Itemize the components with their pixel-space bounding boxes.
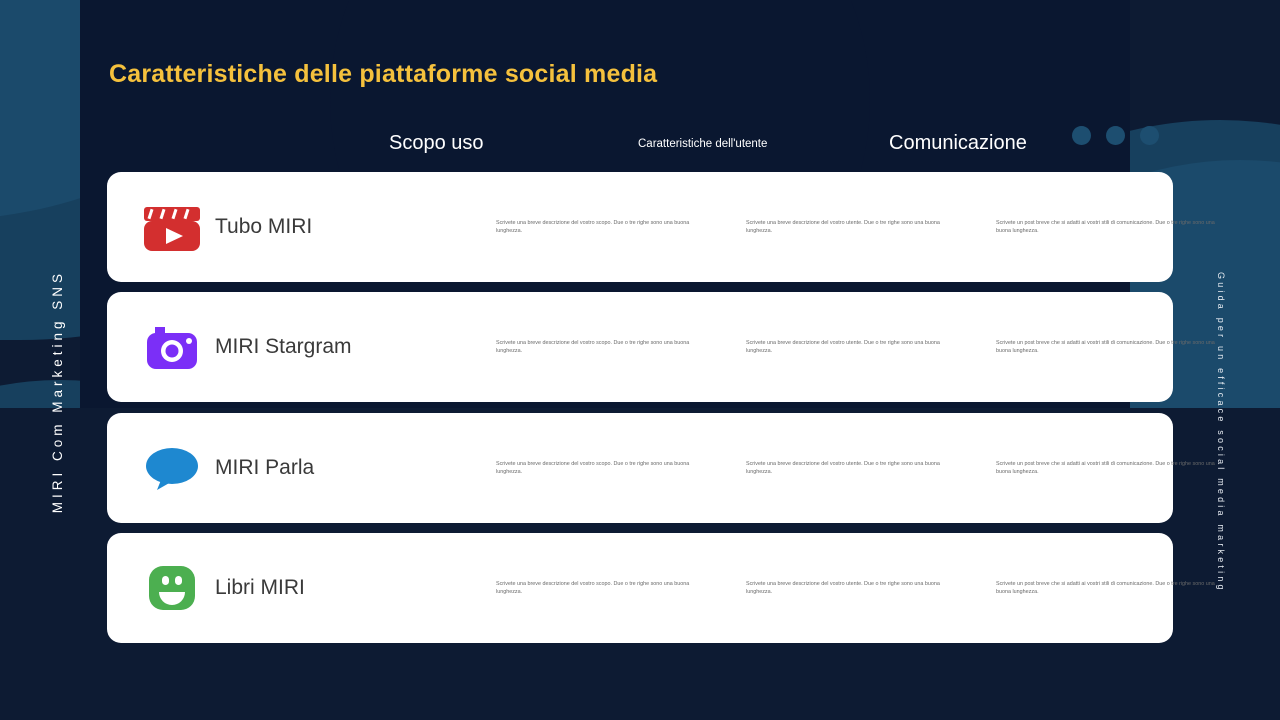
row-cell-utente: Scrivete una breve descrizione del vostro utente. Due o tre righe sono una buona lunghezza. <box>746 580 940 595</box>
column-header-caratteristiche-utente: Caratteristiche dell'utente <box>638 138 768 150</box>
row-cell-utente: Scrivete una breve descrizione del vostro utente. Due o tre righe sono una buona lunghezza. <box>746 339 940 354</box>
row-cell-utente: Scrivete una breve descrizione del vostro utente. Due o tre righe sono una buona lunghezza. <box>746 460 940 475</box>
row-cell-scopo: Scrivete una breve descrizione del vostro scopo. Due o tre righe sono una buona lunghezza. <box>496 339 690 354</box>
row-cell-scopo: Scrivete una breve descrizione del vostro scopo. Due o tre righe sono una buona lunghezza. <box>496 460 690 475</box>
row-cell-utente: Scrivete una breve descrizione del vostro utente. Due o tre righe sono una buona lunghezza. <box>746 219 940 234</box>
row-cell-comunicazione: Scrivete un post breve che si adatti ai vostri stili di comunicazione. Due o tre righe sono una buona lunghezza. <box>996 580 1215 595</box>
row-cell-scopo: Scrivete una breve descrizione del vostro scopo. Due o tre righe sono una buona lunghezza. <box>496 219 690 234</box>
row-cell-scopo: Scrivete una breve descrizione del vostro scopo. Due o tre righe sono una buona lunghezza. <box>496 580 690 595</box>
column-header-scopo-uso: Scopo uso <box>389 132 484 154</box>
row-title: Tubo MIRI <box>215 215 313 238</box>
table-row[interactable] <box>107 172 1215 282</box>
row-cell-comunicazione: Scrivete un post breve che si adatti ai vostri stili di comunicazione. Due o tre righe sono una buona lunghezza. <box>996 460 1215 475</box>
dot-icon <box>1140 126 1159 145</box>
dot-icon <box>1072 126 1091 145</box>
chat-bubble-icon <box>141 442 203 494</box>
table-row[interactable] <box>107 533 1215 643</box>
facebook-smile-icon <box>141 562 203 614</box>
dot-icon <box>1106 126 1125 145</box>
row-title: Libri MIRI <box>215 576 305 599</box>
row-title: MIRI Stargram <box>215 335 352 358</box>
page-title: Caratteristiche delle piattaforme social media <box>109 60 658 88</box>
row-cell-comunicazione: Scrivete un post breve che si adatti ai vostri stili di comunicazione. Due o tre righe sono una buona lunghezza. <box>996 339 1215 354</box>
table-row[interactable] <box>107 292 1215 402</box>
table-row[interactable] <box>107 413 1215 523</box>
youtube-icon <box>141 201 203 253</box>
row-cell-comunicazione: Scrivete un post breve che si adatti ai vostri stili di comunicazione. Due o tre righe sono una buona lunghezza. <box>996 219 1215 234</box>
instagram-icon <box>141 321 203 373</box>
decorative-dots <box>1072 126 1159 145</box>
side-label-left: MIRI Com Marketing SNS <box>50 270 65 514</box>
column-header-comunicazione: Comunicazione <box>889 132 1027 154</box>
side-label-right: Guida per un efficace social media marketing <box>1216 272 1226 593</box>
row-title: MIRI Parla <box>215 456 315 479</box>
